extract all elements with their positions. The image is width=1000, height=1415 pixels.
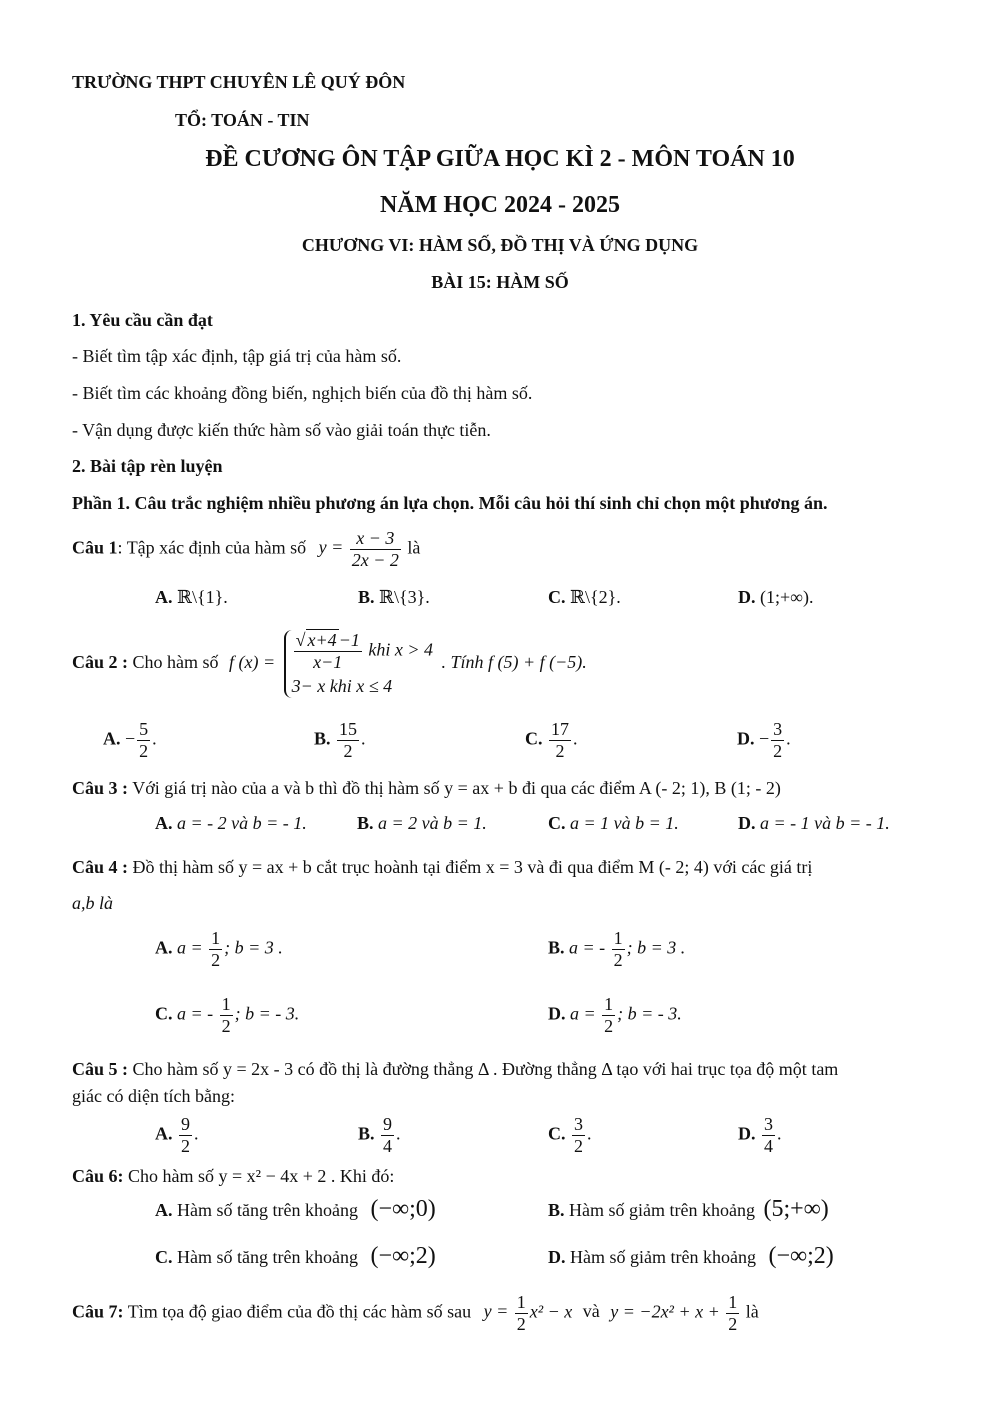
case-1-fraction: $\frac{√ x+4 -1}{x-1}$ xyxy=(295,630,360,672)
function-2-fraction: $\frac{1}{2}$ xyxy=(728,1292,738,1334)
option-a[interactable]: A. $\frac{9}{2}$ . xyxy=(155,1114,199,1156)
option-fraction: $\frac{1}{2}$ xyxy=(211,928,221,970)
option-a[interactable] xyxy=(155,587,228,608)
option-value: Hàm số giảm trên khoảng xyxy=(570,1247,756,1267)
question-1 xyxy=(72,528,420,570)
question-5 xyxy=(72,1059,838,1080)
question-text: Với giá trị nào của a và b thì đồ thị hàm số y = ax + b đi qua các điểm A (- 2; 1), B (1; - 2) xyxy=(132,778,781,798)
option-a[interactable] xyxy=(155,1196,436,1223)
option-key: D. xyxy=(738,1123,756,1144)
option-fraction: $\frac{9}{4}$ xyxy=(383,1114,393,1156)
requirement-item: - Vận dụng được kiến thức hàm số vào giải toán thực tiễn. xyxy=(72,420,491,440)
option-a[interactable]: A. a = $\frac{1}{2}$ ; b = 3 . xyxy=(155,928,283,970)
option-interval: (−∞;2) xyxy=(768,1243,834,1269)
option-c[interactable] xyxy=(548,587,621,608)
question-label: Câu 5 : xyxy=(72,1059,129,1079)
option-c[interactable]: C. $\frac{17}{2}$ . xyxy=(525,719,578,761)
section2-heading: 2. Bài tập rèn luyện xyxy=(72,456,223,476)
option-value: a = 2 và b = 1. xyxy=(378,813,487,833)
department: TỔ: TOÁN - TIN xyxy=(175,110,310,130)
option-b[interactable]: B. $\frac{15}{2}$ . xyxy=(314,719,366,761)
option-interval: (−∞;2) xyxy=(370,1243,436,1269)
option-d[interactable]: D. $\frac{3}{4}$ . xyxy=(738,1114,782,1156)
question-tail: . Tính f (5) + f (−5). xyxy=(441,652,587,673)
option-key: C. xyxy=(548,587,566,607)
option-interval: (−∞;0) xyxy=(370,1196,436,1222)
requirement-item: - Biết tìm tập xác định, tập giá trị của hàm số. xyxy=(72,346,402,366)
question-label: Câu 2 : xyxy=(72,652,129,673)
reals-icon: ℝ xyxy=(379,587,394,607)
option-value: \{2}. xyxy=(584,587,621,607)
option-key: B. xyxy=(314,728,331,749)
option-fraction: $\frac{5}{2}$ xyxy=(139,719,149,761)
option-sign: − xyxy=(125,728,136,749)
question-label: Câu 6: xyxy=(72,1166,124,1186)
function-2-lhs: y = −2x² + x + xyxy=(610,1301,720,1322)
option-key: B. xyxy=(358,1123,375,1144)
option-d[interactable] xyxy=(548,1243,834,1270)
question-text: Cho hàm số xyxy=(132,652,219,673)
option-c[interactable]: C. $\frac{3}{2}$ . xyxy=(548,1114,592,1156)
option-d[interactable]: D. − $\frac{3}{2}$ . xyxy=(737,719,791,761)
lesson-title: BÀI 15: HÀM SỐ xyxy=(431,272,569,292)
option-sign: − xyxy=(759,728,770,749)
option-fraction: $\frac{3}{2}$ xyxy=(574,1114,583,1156)
option-fraction: $\frac{1}{2}$ xyxy=(221,994,231,1036)
option-key: B. xyxy=(548,1200,565,1220)
question-7 xyxy=(72,1292,759,1334)
sqrt-expr: x+4 xyxy=(307,630,337,650)
question-6 xyxy=(72,1166,394,1187)
option-fraction: $\frac{3}{4}$ xyxy=(764,1114,773,1156)
question-tail: là xyxy=(407,537,421,558)
option-value: (1;+∞). xyxy=(760,587,814,607)
option-key: A. xyxy=(155,937,173,958)
option-key: A. xyxy=(103,728,121,749)
document-title: ĐỀ CƯƠNG ÔN TẬP GIỮA HỌC KÌ 2 - MÔN TOÁN 10 xyxy=(205,146,795,172)
piecewise-function xyxy=(284,630,433,698)
option-key: D. xyxy=(548,1247,566,1267)
option-key: D. xyxy=(737,728,755,749)
question-label: Câu 1 xyxy=(72,537,118,558)
option-value: \{3}. xyxy=(393,587,430,607)
option-fraction: $\frac{15}{2}$ xyxy=(339,719,358,761)
option-interval: (5;+∞) xyxy=(763,1196,829,1222)
part1-heading: Phần 1. Câu trắc nghiệm nhiều phương án lựa chọn. Mỗi câu hỏi thí sinh chỉ chọn một phương án. xyxy=(72,493,828,513)
option-b[interactable] xyxy=(357,813,487,834)
option-b[interactable]: B. a = - $\frac{1}{2}$ ; b = 3 . xyxy=(548,928,686,970)
option-value: a = - 2 và b = - 1. xyxy=(177,813,307,833)
conjunction: và xyxy=(582,1301,600,1322)
option-key: D. xyxy=(548,1003,566,1024)
option-fraction: $\frac{1}{2}$ xyxy=(613,928,623,970)
option-value: Hàm số giảm trên khoảng xyxy=(569,1200,755,1220)
option-c[interactable] xyxy=(548,813,679,834)
option-key: D. xyxy=(738,587,756,607)
option-c[interactable] xyxy=(155,1243,436,1270)
option-d[interactable] xyxy=(738,813,890,834)
option-key: A. xyxy=(155,1200,173,1220)
case-1 xyxy=(292,630,433,672)
option-fraction: $\frac{1}{2}$ xyxy=(604,994,614,1036)
option-d[interactable] xyxy=(738,587,813,608)
option-fraction: $\frac{3}{2}$ xyxy=(773,719,783,761)
case-2: 3− x khi x ≤ 4 xyxy=(291,676,393,697)
option-key: B. xyxy=(548,937,565,958)
chapter-title: CHƯƠNG VI: HÀM SỐ, ĐỒ THỊ VÀ ỨNG DỤNG xyxy=(301,235,699,255)
question-text: Đồ thị hàm số y = ax + b cắt trục hoành tại điểm x = 3 và đi qua điểm M (- 2; 4) với các giá trị xyxy=(132,857,813,877)
case-1-condition: khi x > 4 xyxy=(368,639,433,660)
option-key: A. xyxy=(155,1123,173,1144)
section1-heading: 1. Yêu cầu cần đạt xyxy=(72,310,213,330)
option-key: B. xyxy=(358,587,375,607)
function-1-rhs: x² − x xyxy=(529,1301,573,1322)
function-lhs: f (x) = xyxy=(229,652,276,673)
minus-one: −1 xyxy=(338,630,360,650)
option-value: a = - 1 và b = - 1. xyxy=(760,813,890,833)
reals-icon: ℝ xyxy=(177,587,192,607)
option-b[interactable]: B. $\frac{9}{4}$ . xyxy=(358,1114,401,1156)
option-d[interactable]: D. a = $\frac{1}{2}$ ; b = - 3. xyxy=(548,994,682,1036)
numerator: x − 3 xyxy=(350,528,401,550)
question-text: Cho hàm số y = 2x - 3 có đồ thị là đường thẳng Δ . Đường thẳng Δ tạo với hai trục tọa độ một tam xyxy=(132,1059,839,1079)
school-year: NĂM HỌC 2024 - 2025 xyxy=(380,192,620,218)
option-fraction: $\frac{9}{2}$ xyxy=(181,1114,190,1156)
option-key: C. xyxy=(155,1003,173,1024)
school-name: TRƯỜNG THPT CHUYÊN LÊ QUÝ ĐÔN xyxy=(72,72,406,92)
option-value: Hàm số tăng trên khoảng xyxy=(177,1247,358,1267)
option-value: a = 1 và b = 1. xyxy=(570,813,679,833)
denominator: 2x − 2 xyxy=(351,549,399,570)
question-text: : Tập xác định của hàm số xyxy=(117,537,307,558)
option-value: \{1}. xyxy=(191,587,228,607)
option-key: B. xyxy=(357,813,374,833)
question-3 xyxy=(72,778,781,799)
option-a[interactable] xyxy=(155,813,307,834)
question-text: Tìm tọa độ giao điểm của đồ thị các hàm số sau xyxy=(127,1301,472,1322)
option-key: A. xyxy=(155,813,173,833)
option-key: C. xyxy=(548,813,566,833)
option-a[interactable]: A. − $\frac{5}{2}$ . xyxy=(103,719,157,761)
question-text-cont: giác có diện tích bằng: xyxy=(72,1086,235,1106)
requirement-item: - Biết tìm các khoảng đồng biến, nghịch biến của đồ thị hàm số. xyxy=(72,383,533,403)
reals-icon: ℝ xyxy=(570,587,585,607)
question-text: Cho hàm số y = x² − 4x + 2 . Khi đó: xyxy=(128,1166,395,1186)
question-2 xyxy=(72,630,587,698)
option-key: C. xyxy=(548,1123,566,1144)
denominator: x−1 xyxy=(313,651,343,672)
function-lhs: y = xyxy=(318,537,344,558)
option-key: D. xyxy=(738,813,756,833)
question-label: Câu 7: xyxy=(72,1301,124,1322)
option-key: C. xyxy=(525,728,543,749)
option-value: Hàm số tăng trên khoảng xyxy=(177,1200,358,1220)
question-label: Câu 3 : xyxy=(72,778,129,798)
option-b[interactable] xyxy=(548,1196,829,1223)
function-1-lhs: y = xyxy=(483,1301,509,1322)
option-fraction: $\frac{17}{2}$ xyxy=(551,719,569,761)
option-key: A. xyxy=(155,587,173,607)
function-fraction xyxy=(350,528,401,570)
option-b[interactable] xyxy=(358,587,430,608)
question-4 xyxy=(72,857,812,878)
option-c[interactable]: C. a = - $\frac{1}{2}$ ; b = - 3. xyxy=(155,994,300,1036)
option-key: C. xyxy=(155,1247,173,1267)
question-tail: là xyxy=(745,1301,759,1322)
question-text-cont: a,b là xyxy=(72,893,114,913)
question-label: Câu 4 : xyxy=(72,857,129,877)
function-1-fraction: $\frac{1}{2}$ xyxy=(516,1292,526,1334)
